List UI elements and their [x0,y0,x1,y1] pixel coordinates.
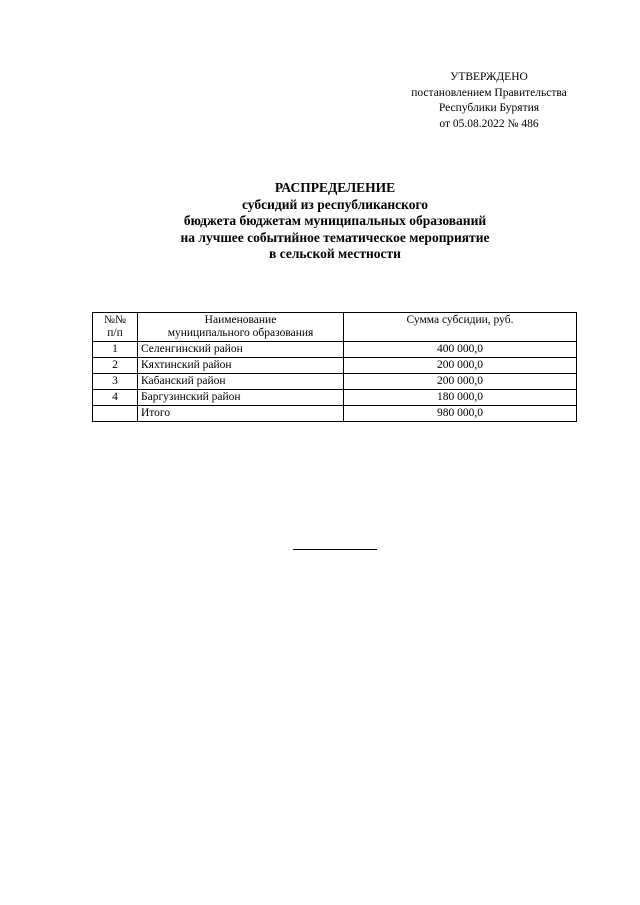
row-sum: 200 000,0 [344,358,577,374]
title-line: бюджета бюджетам муниципальных образований [183,213,487,228]
row-municipality: Кабанский район [138,374,344,390]
title-line: в сельской местности [269,246,401,261]
header-number-line1: №№ [104,314,126,326]
row-municipality: Кяхтинский район [138,358,344,374]
approval-heading: УТВЕРЖДЕНО [450,71,528,83]
table-row [93,374,577,390]
title-line: субсидий из республиканского [241,196,428,212]
row-number: 3 [93,374,138,390]
title-line: на лучшее событийное тематическое мероприятие [180,229,490,245]
header-municipality [138,313,344,342]
subsidy-distribution-table [92,312,577,422]
table-row [93,390,577,406]
header-sum [344,313,577,342]
header-number-line2: п/п [107,327,123,339]
document-title [120,180,550,263]
row-sum: 400 000,0 [344,342,577,358]
approval-date-number: от 05.08.2022 № 486 [439,117,539,130]
approval-line: Республики Бурятия [438,102,540,114]
title-line: РАСПРЕДЕЛЕНИЕ [274,180,396,195]
row-municipality: Селенгинский район [138,342,344,358]
row-municipality: Баргузинский район [138,390,344,406]
row-number: 4 [93,390,138,406]
row-number: 1 [93,342,138,358]
header-municipality-line1: Наименование [204,314,277,326]
table-header-row [93,313,577,342]
approval-line: постановлением Правительства [411,86,567,99]
header-municipality-line2: муниципального образования [167,327,314,339]
table-row [93,358,577,374]
approval-stamp [384,70,594,132]
row-sum: 180 000,0 [344,390,577,406]
row-sum: 200 000,0 [344,374,577,390]
total-label: Итого [138,406,344,422]
total-number-empty [93,406,138,422]
header-number [93,313,138,342]
table-total-row [93,406,577,422]
header-sum-label: Сумма субсидии, руб. [406,314,514,326]
total-sum: 980 000,0 [344,406,577,422]
table-row [93,342,577,358]
row-number: 2 [93,358,138,374]
closing-divider [293,549,377,550]
